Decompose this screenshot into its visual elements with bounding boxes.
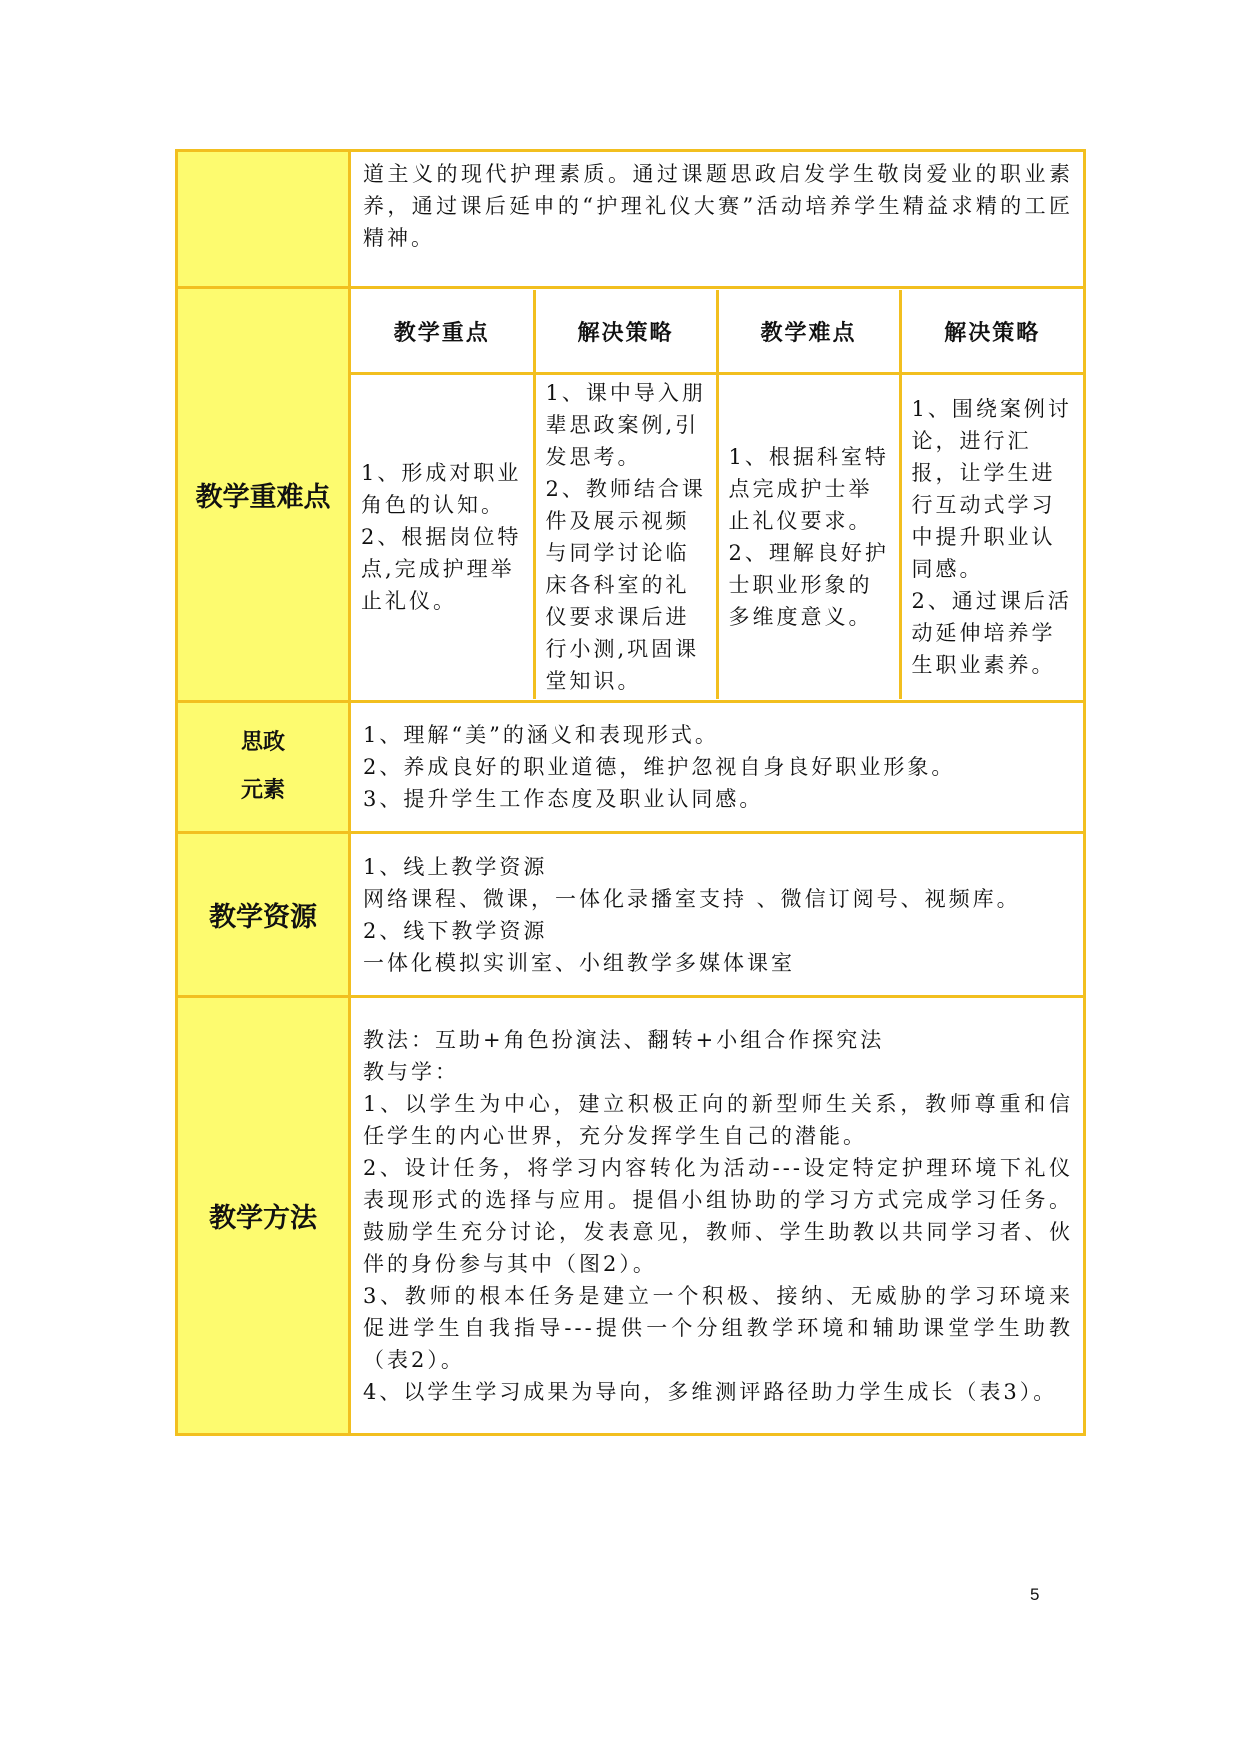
resources-content — [350, 833, 1085, 997]
key-points-row — [177, 288, 1085, 702]
header-focus: 教学重点 — [351, 290, 534, 374]
ideology-label-line1: 思政 — [240, 730, 285, 755]
methods-item: 教与学： — [363, 1059, 459, 1084]
methods-item: 教法：互助+角色扮演法、翻转+小组合作探究法 — [363, 1027, 885, 1052]
key-points-grid — [351, 290, 1083, 699]
key-points-grid-cell — [350, 288, 1085, 702]
difficulty-strategy-item: 1、围绕案例讨论，进行汇报，让学生进行互动式学习中提升职业认同感。 — [911, 397, 1072, 581]
ideology-label-line2: 元素 — [240, 778, 285, 803]
difficulty-item: 2、理解良好护士职业形象的多维度意义。 — [728, 541, 889, 629]
resources-label: 教学资源 — [177, 833, 350, 997]
intro-content — [350, 151, 1085, 288]
focus-strategy-item: 2、教师结合课件及展示视频与同学讨论临床各科室的礼仪要求课后进行小测,巩固课堂知识。 — [545, 477, 706, 693]
methods-label: 教学方法 — [177, 997, 350, 1435]
methods-item: 2、设计任务，将学习内容转化为活动---设定特定护理环境下礼仪表现形式的选择与应用。提倡小组协助的学习方式完成学习任务。鼓励学生充分讨论，发表意见，教师、学生助教以共同学习者、伙伴的身份参与其中（图2）。 — [363, 1155, 1073, 1276]
methods-item: 1、以学生为中心，建立积极正向的新型师生关系，教师尊重和信任学生的内心世界，充分发挥学生自己的潜能。 — [363, 1091, 1073, 1148]
key-points-body-row — [351, 374, 1083, 700]
difficulty-cell — [717, 374, 900, 700]
intro-text: 道主义的现代护理素质。通过课题思政启发学生敬岗爱业的职业素养，通过课后延申的“护理礼仪大赛”活动培养学生精益求精的工匠精神。 — [363, 162, 1073, 250]
key-points-label: 教学重难点 — [177, 288, 350, 702]
resources-item: 2、线下教学资源 — [363, 918, 548, 943]
resources-item: 1、线上教学资源 — [363, 854, 548, 879]
difficulty-item: 1、根据科室特点完成护士举止礼仪要求。 — [728, 445, 889, 533]
key-points-header-row — [351, 290, 1083, 374]
methods-row — [177, 997, 1085, 1435]
resources-row — [177, 833, 1085, 997]
ideology-content — [350, 702, 1085, 833]
header-difficulty-strategy: 解决策略 — [900, 290, 1083, 374]
ideology-item: 1、理解“美”的涵义和表现形式。 — [363, 723, 719, 747]
focus-strategy-item: 1、课中导入朋辈思政案例,引发思考。 — [545, 381, 706, 469]
resources-item: 一体化模拟实训室、小组教学多媒体课室 — [363, 950, 795, 975]
header-focus-strategy: 解决策略 — [534, 290, 717, 374]
difficulty-strategy-cell — [900, 374, 1083, 700]
ideology-row — [177, 702, 1085, 833]
methods-content — [350, 997, 1085, 1435]
lesson-plan-table — [175, 149, 1086, 1436]
page-number: 5 — [1030, 1585, 1040, 1604]
header-difficulty: 教学难点 — [717, 290, 900, 374]
intro-label-cell — [177, 151, 350, 288]
methods-item: 4、以学生学习成果为导向，多维测评路径助力学生成长（表3）。 — [363, 1379, 1058, 1404]
ideology-item: 2、养成良好的职业道德，维护忽视自身良好职业形象。 — [363, 755, 956, 779]
focus-item: 2、根据岗位特点,完成护理举止礼仪。 — [361, 525, 522, 613]
ideology-item: 3、提升学生工作态度及职业认同感。 — [363, 787, 764, 811]
resources-item: 网络课程、微课，一体化录播室支持 、微信订阅号、视频库。 — [363, 886, 1021, 911]
ideology-label — [177, 702, 350, 833]
methods-item: 3、教师的根本任务是建立一个积极、接纳、无威胁的学习环境来促进学生自我指导---提供一个分组教学环境和辅助课堂学生助教（表2）。 — [363, 1283, 1073, 1372]
focus-item: 1、形成对职业角色的认知。 — [361, 461, 522, 517]
difficulty-strategy-item: 2、通过课后活动延伸培养学生职业素养。 — [911, 589, 1072, 677]
focus-strategy-cell — [534, 374, 717, 700]
intro-row — [177, 151, 1085, 288]
focus-cell — [351, 374, 534, 700]
